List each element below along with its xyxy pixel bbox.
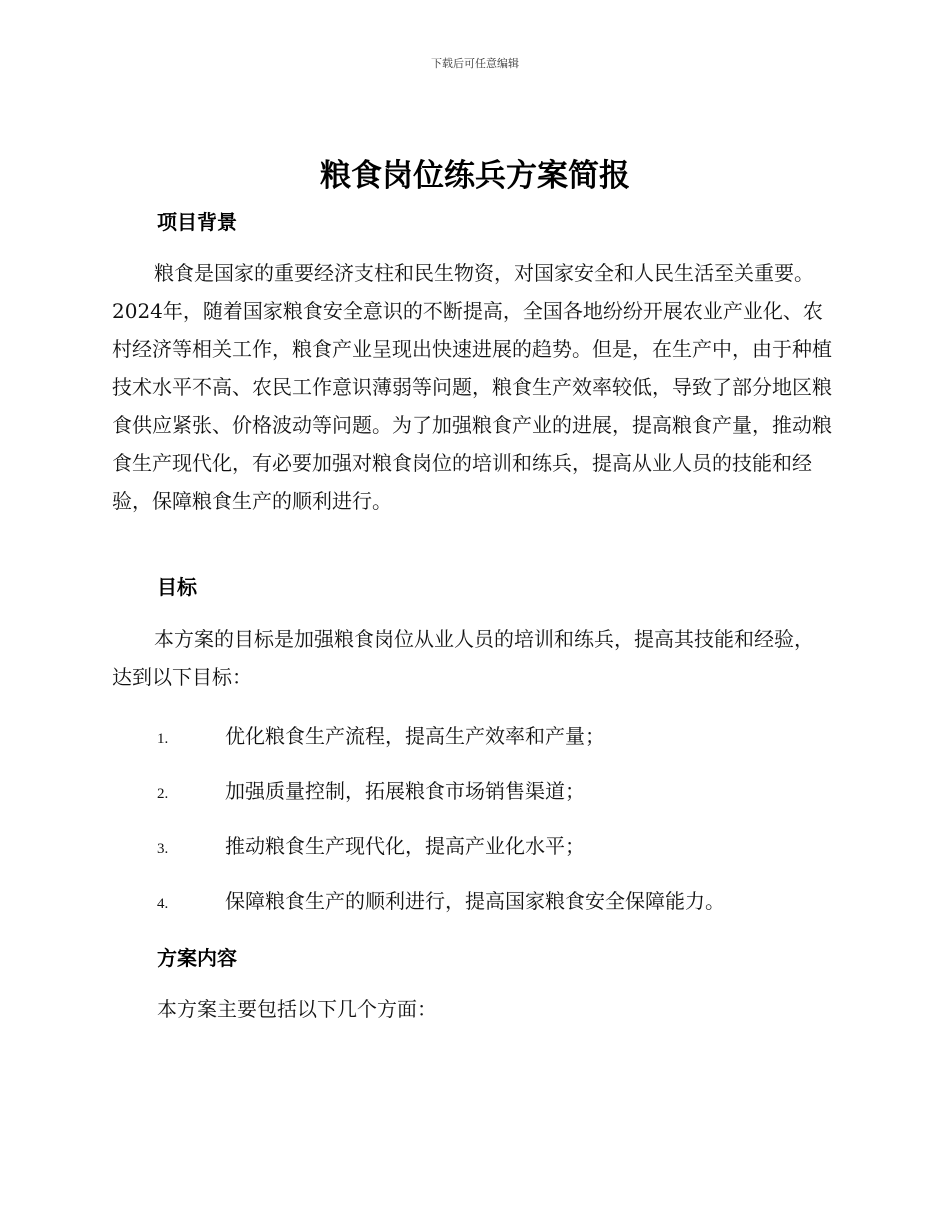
document-title: 粮食岗位练兵方案简报: [320, 158, 630, 194]
goals-paragraph: 本方案的目标是加强粮食岗位从业人员的培训和练兵，提高其技能和经验，达到以下目标：: [112, 627, 814, 689]
goals-list: [157, 718, 725, 938]
list-number: 2.: [157, 786, 169, 802]
list-item: [157, 883, 725, 938]
section-heading-background: 项目背景: [157, 210, 237, 234]
list-item: [157, 773, 725, 828]
list-text: 优化粮食生产流程，提高生产效率和产量；: [225, 724, 605, 748]
section-heading-goals: 目标: [157, 575, 197, 599]
header-note: 下载后可任意编辑: [431, 57, 519, 70]
list-number: 3.: [157, 841, 169, 857]
list-number: 1.: [157, 731, 169, 747]
list-item: [157, 718, 725, 773]
list-number: 4.: [157, 896, 169, 912]
section-heading-plan: 方案内容: [157, 946, 237, 970]
list-item: [157, 828, 725, 883]
list-text: 加强质量控制，拓展粮食市场销售渠道；: [225, 779, 585, 803]
background-paragraph: 粮食是国家的重要经济支柱和民生物资，对国家安全和人民生活至关重要。2024年，随着国家粮食安全意识的不断提高，全国各地纷纷开展农业产业化、农村经济等相关工作，粮食产业呈现出快速进展的趋势。但是，在生产中，由于种植技术水平不高、农民工作意识薄弱等问题，粮食生产效率较低，导致了部分地区粮食供应紧张、价格波动等问题。为了加强粮食产业的进展，提高粮食产量，推动粮食生产现代化，有必要加强对粮食岗位的培训和练兵，提高从业人员的技能和经验，保障粮食生产的顺利进行。: [112, 261, 832, 513]
plan-paragraph: 本方案主要包括以下几个方面：: [157, 997, 437, 1021]
list-text: 推动粮食生产现代化，提高产业化水平；: [225, 834, 585, 858]
list-text: 保障粮食生产的顺利进行，提高国家粮食安全保障能力。: [225, 889, 725, 913]
